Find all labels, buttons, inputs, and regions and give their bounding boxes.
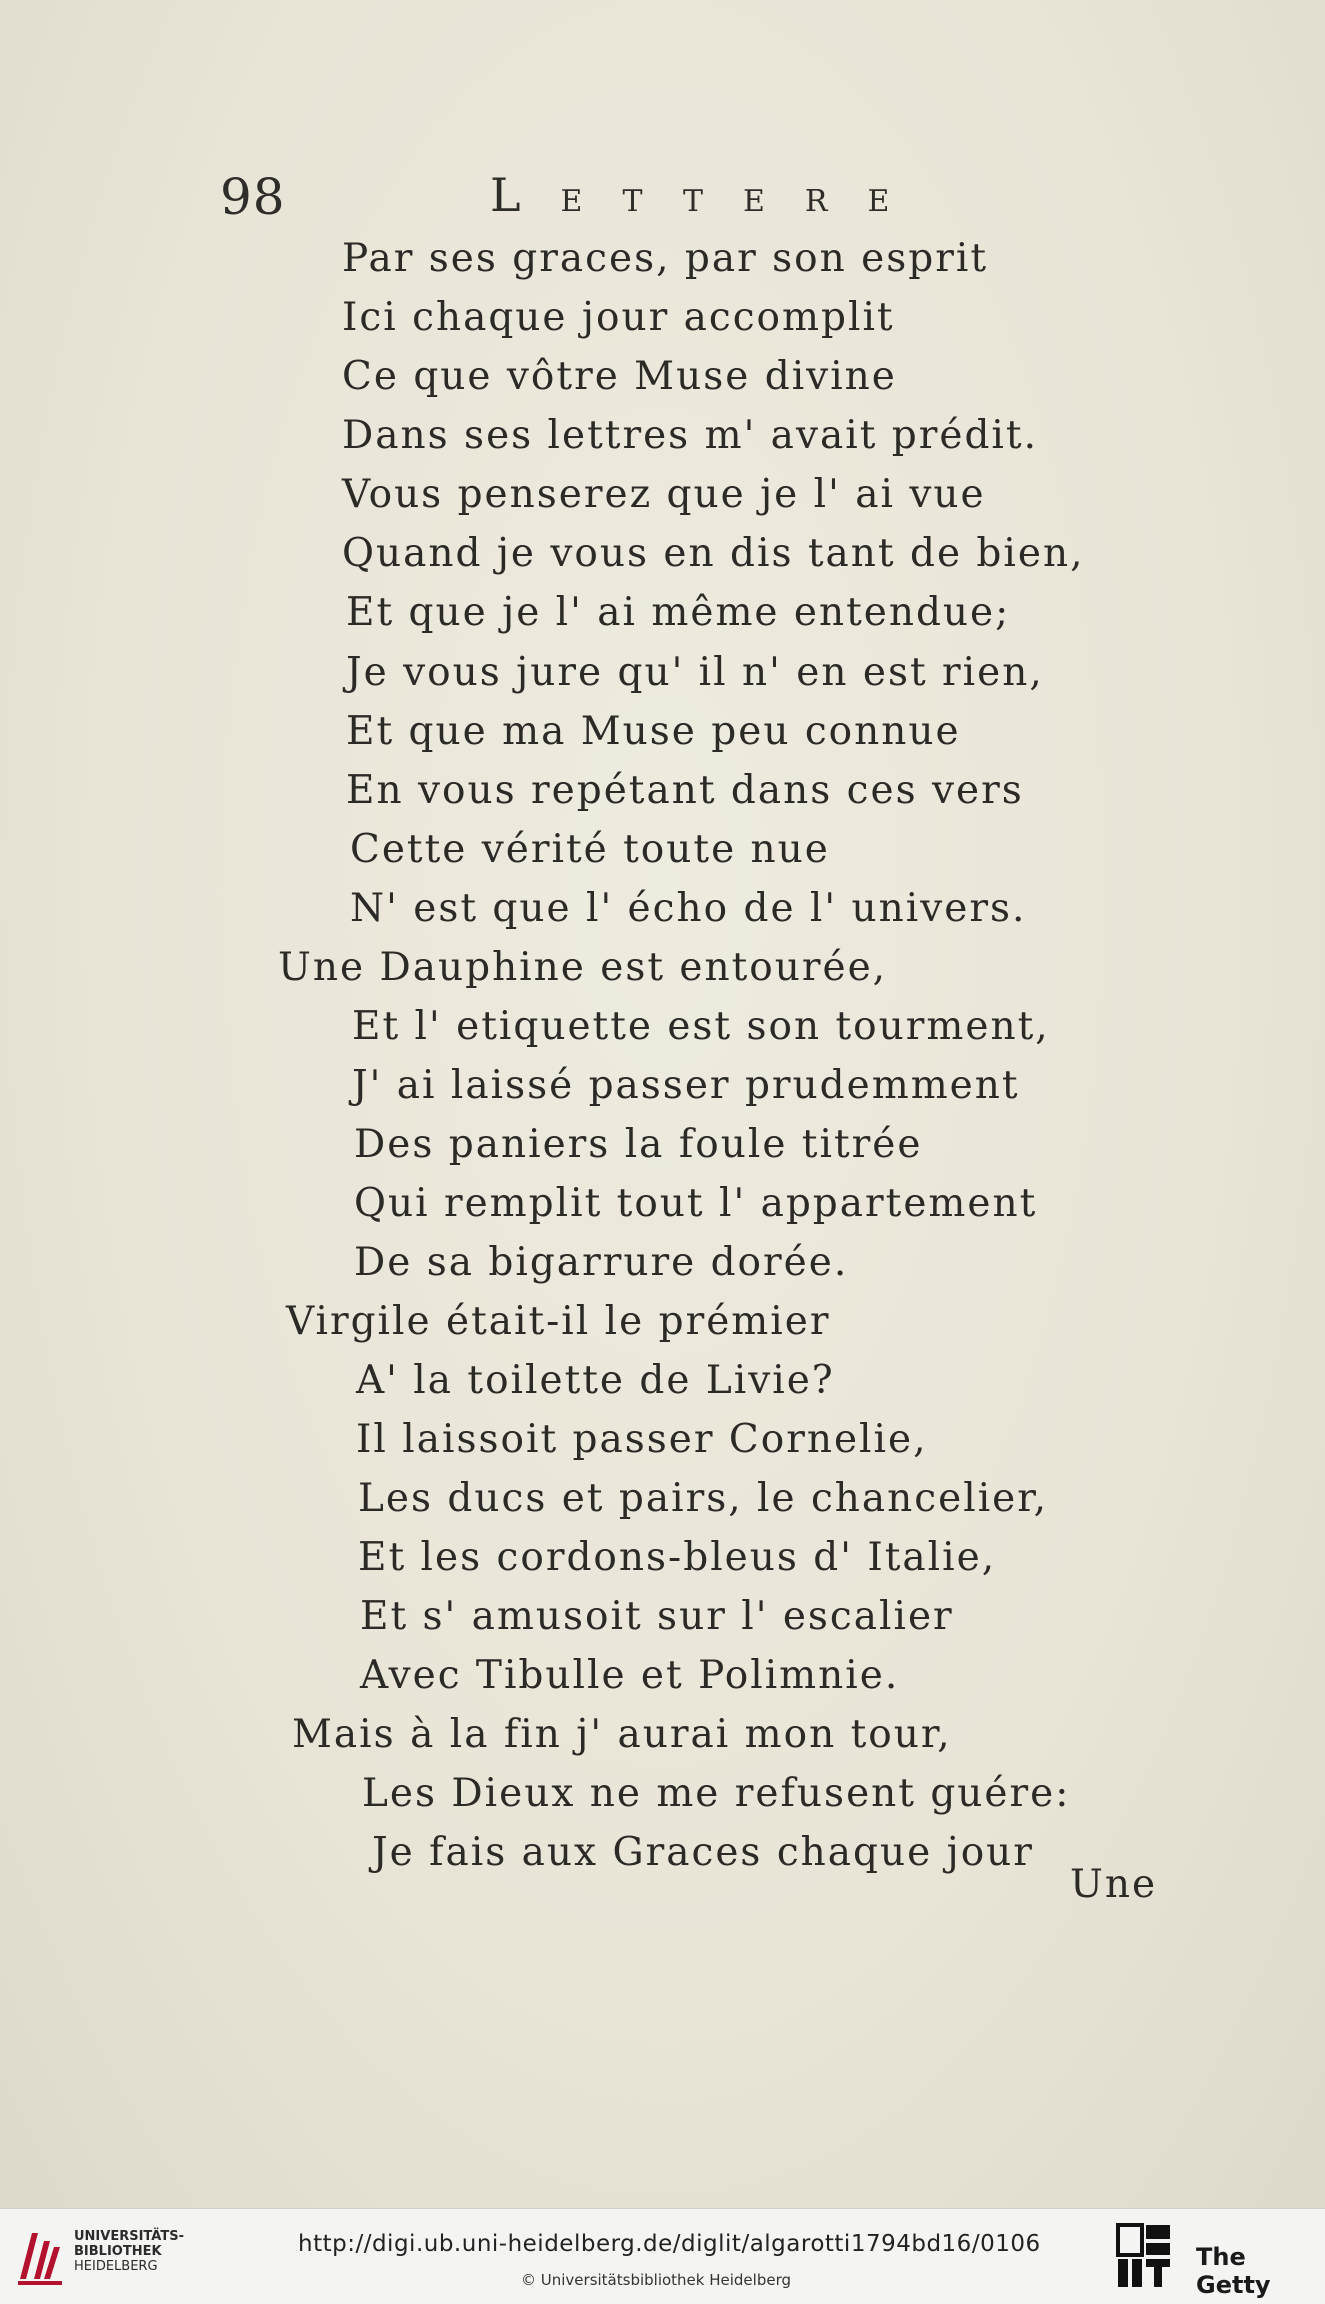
verse-line: Il laissoit passer Cornelie, [356, 1417, 928, 1462]
verse-line: Ce que vôtre Muse divine [342, 354, 897, 399]
university-library-logo-icon[interactable] [14, 2223, 66, 2289]
verse-line: De sa bigarrure dorée. [354, 1240, 849, 1285]
verse-line: N' est que l' écho de l' univers. [350, 886, 1027, 931]
verse-line: Et que je l' ai même entendue; [346, 590, 1011, 635]
institution-line: BIBLIOTHEK [74, 2244, 162, 2259]
verse-line: Par ses graces, par son esprit [342, 236, 988, 281]
institution-line: UNIVERSITÄTS- [74, 2229, 184, 2244]
permalink-url[interactable]: http://digi.ub.uni-heidelberg.de/diglit/algarotti1794bd16/0106 [298, 2231, 1041, 2257]
verse-line: Avec Tibulle et Polimnie. [360, 1653, 900, 1698]
getty-logo-icon[interactable] [1116, 2223, 1174, 2289]
verse-line: Des paniers la foule titrée [354, 1122, 923, 1167]
catchword: Une [1070, 1862, 1158, 1907]
verse-line: Les Dieux ne me refusent guére: [362, 1771, 1071, 1816]
verse-line: Une Dauphine est entourée, [278, 945, 888, 990]
verse-line: Je vous jure qu' il n' en est rien, [346, 650, 1044, 695]
verse-line: Virgile était-il le prémier [286, 1299, 831, 1344]
verse-line: Et que ma Muse peu connue [346, 709, 961, 754]
verse-line: Et les cordons-bleus d' Italie, [358, 1535, 997, 1580]
partner-name: The Getty [1196, 2243, 1271, 2299]
running-head [490, 168, 929, 222]
footer-bar [0, 2208, 1325, 2304]
verse-line: En vous repétant dans ces vers [346, 768, 1024, 813]
copyright-notice: © Universitätsbibliothek Heidelberg [521, 2271, 792, 2289]
verse-line: A' la toilette de Livie? [356, 1358, 835, 1403]
verse-line: Dans ses lettres m' avait prédit. [342, 413, 1038, 458]
verse-line: J' ai laissé passer prudemment [352, 1063, 1020, 1108]
institution-line: HEIDELBERG [74, 2259, 158, 2274]
verse-line: Je fais aux Graces chaque jour [372, 1830, 1034, 1875]
verse-line: Mais à la fin j' aurai mon tour, [292, 1712, 952, 1757]
verse-line: Qui remplit tout l' appartement [354, 1181, 1038, 1226]
running-head-text: LETTERE [490, 168, 930, 222]
page-number: 98 [220, 168, 286, 226]
verse-line: Ici chaque jour accomplit [342, 295, 895, 340]
verse-line: Quand je vous en dis tant de bien, [342, 531, 1085, 576]
verse-line: Et s' amusoit sur l' escalier [360, 1594, 954, 1639]
university-library-name [74, 2229, 184, 2274]
verse-line: Cette vérité toute nue [350, 827, 830, 872]
verse-line: Les ducs et pairs, le chancelier, [358, 1476, 1048, 1521]
verse-line: Et l' etiquette est son tourment, [352, 1004, 1050, 1049]
verse-line: Vous penserez que je l' ai vue [342, 472, 986, 517]
